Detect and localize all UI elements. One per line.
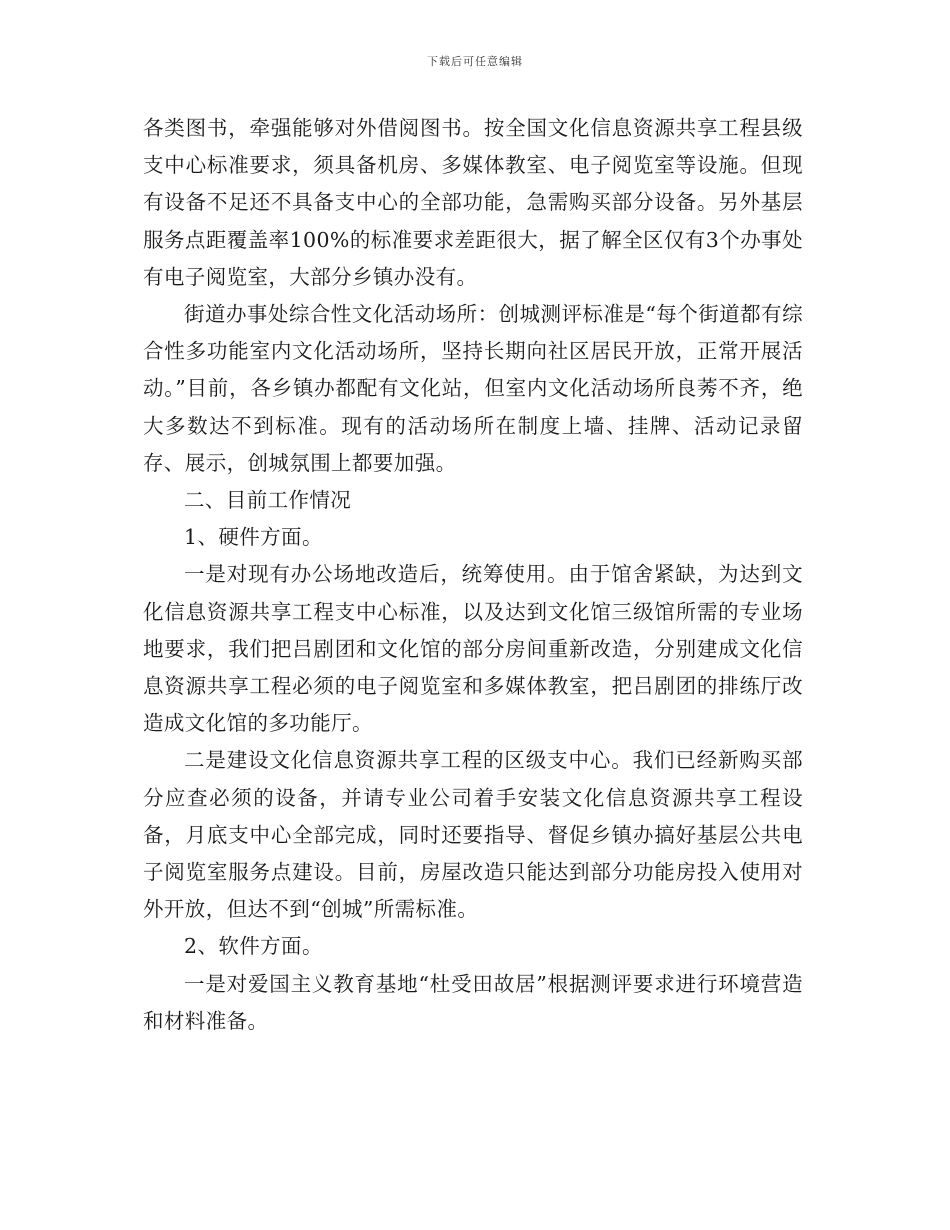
paragraph-2: 街道办事处综合性文化活动场所：创城测评标准是“每个街道都有综合性多功能室内文化活动场所，坚持长期向社区居民开放，正常开展活动。”目前，各乡镇办都配有文化站，但室内文化活动场所良莠不齐，绝大多数达不到标准。现有的活动场所在制度上墙、挂牌、活动记录留存、展示，创城氛围上都要加强。 [143,302,803,475]
paragraph-software-1: 一是对爱国主义教育基地“杜受田故居”根据测评要求进行环境营造和材料准备。 [143,971,803,1033]
page-header: 下载后可任意编辑 [427,55,523,68]
subheading-software: 2、软件方面。 [184,934,323,959]
paragraph-hardware-1: 一是对现有办公场地改造后，统筹使用。由于馆舍紧缺，为达到文化信息资源共享工程支中心标准，以及达到文化馆三级馆所需的专业场地要求，我们把吕剧团和文化馆的部分房间重新改造，分别建成文化信息资源共享工程必须的电子阅览室和多媒体教室，把吕剧团的排练厅改造成文化馆的多功能厅。 [143,562,803,736]
subheading-hardware: 1、硬件方面。 [184,525,323,550]
document-body [143,110,803,1040]
paragraph-hardware-2: 二是建设文化信息资源共享工程的区级支中心。我们已经新购买部分应查必须的设备，并请专业公司着手安装文化信息资源共享工程设备，月底支中心全部完成，同时还要指导、督促乡镇办搞好基层公共电子阅览室服务点建设。目前，房屋改造只能达到部分功能房投入使用对外开放，但达不到“创城”所需标准。 [143,748,803,922]
paragraph-1: 各类图书，牵强能够对外借阅图书。按全国文化信息资源共享工程县级支中心标准要求，须具备机房、多媒体教室、电子阅览室等设施。但现有设备不足还不具备支中心的全部功能，急需购买部分设备。另外基层服务点距覆盖率100%的标准要求差距很大，据了解全区仅有3个办事处有电子阅览室，大部分乡镇办没有。 [143,116,803,289]
section-heading-current-work: 二、目前工作情况 [184,488,352,513]
